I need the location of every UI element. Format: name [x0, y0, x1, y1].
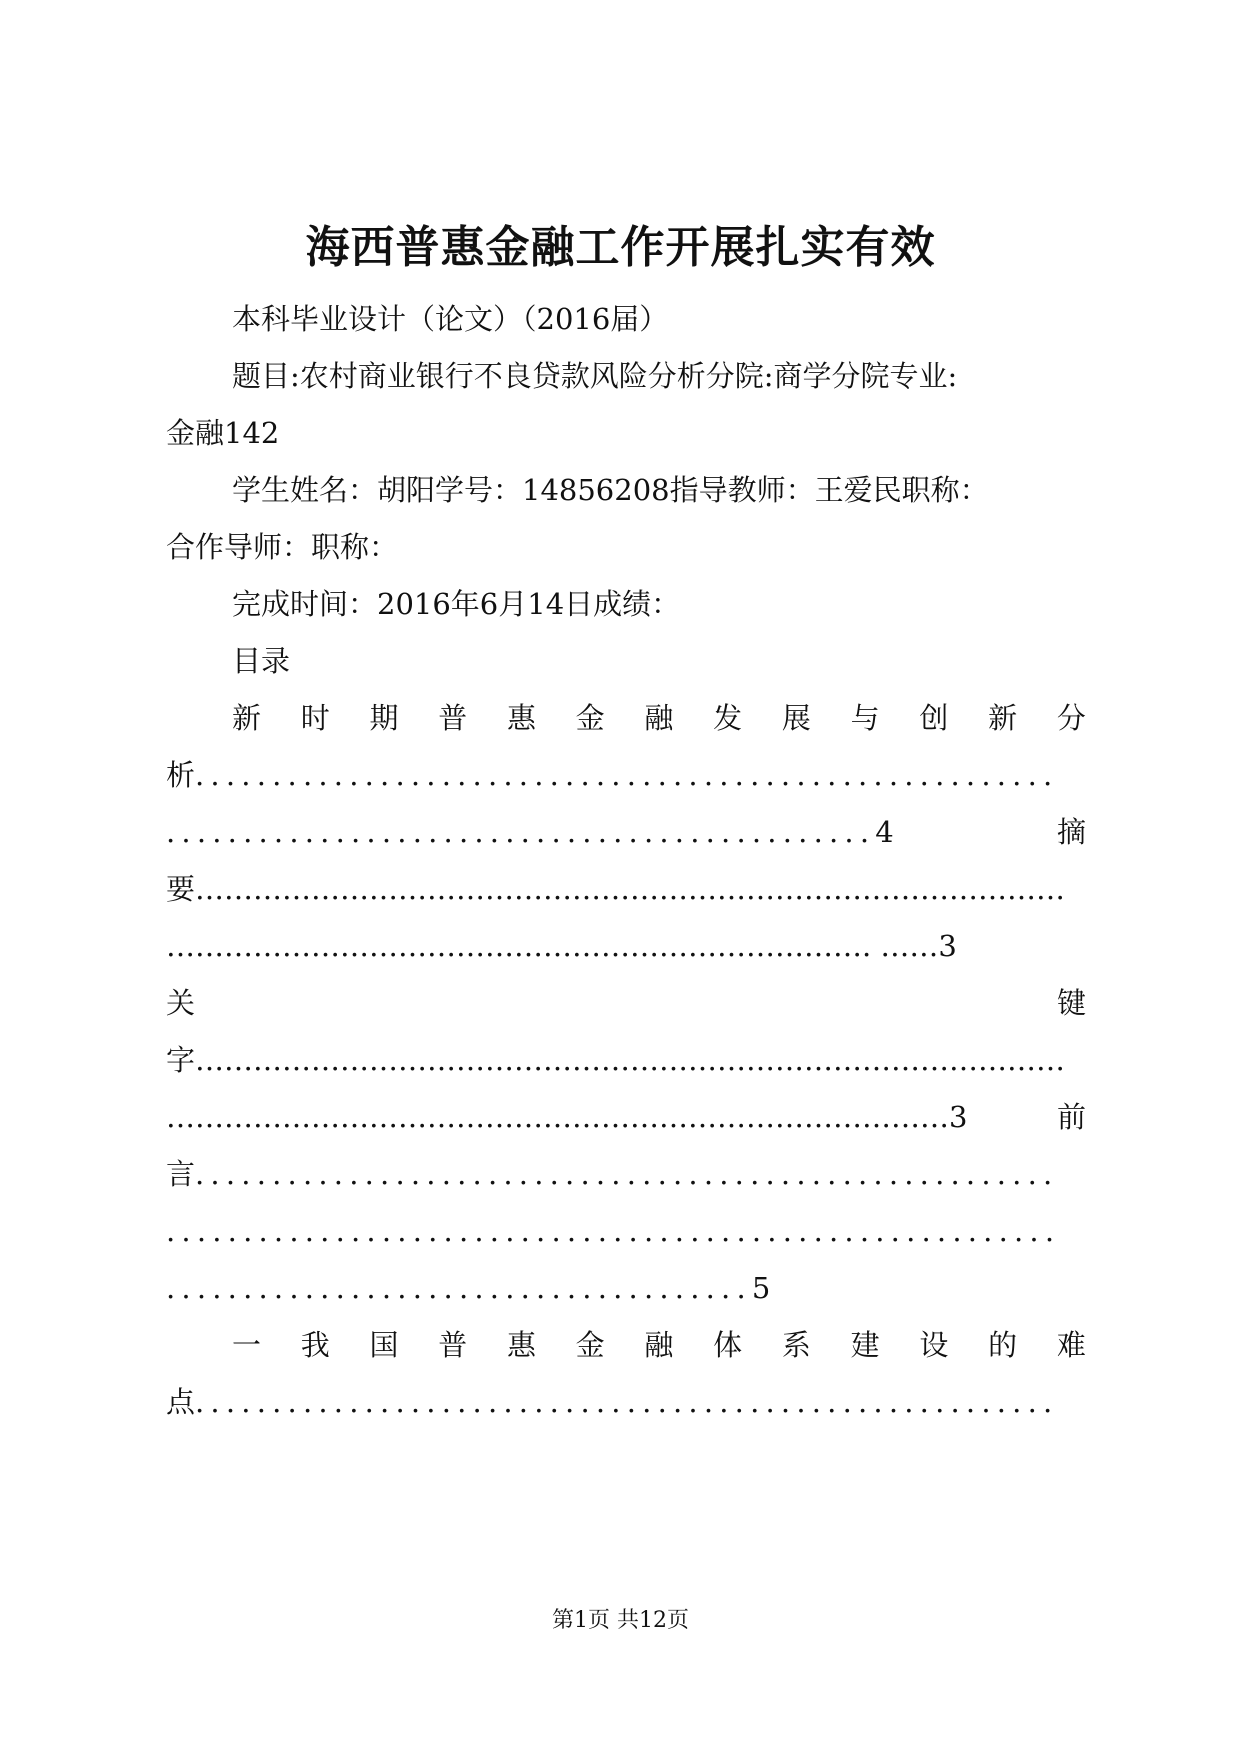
student-line: 学生姓名：胡阳学号：14856208指导教师：王爱民职称：: [232, 473, 989, 507]
document-title: 海西普惠金融工作开展扎实有效: [305, 222, 936, 273]
toc-heading: 目录: [232, 644, 291, 678]
toc-entry-1-page: ..............................................4 摘: [166, 815, 1086, 849]
major-line: 金融142: [166, 416, 280, 450]
toc-entry-preface: 言........................................................: [166, 1157, 1059, 1191]
toc-entry-5-leader: 点........................................................: [166, 1385, 1059, 1419]
completion-line: 完成时间：2016年6月14日成绩：: [232, 587, 681, 621]
toc-entry-keywords-page: ………………………………………………………………………3 前: [166, 1100, 1086, 1134]
toc-entry-preface-page: ......................................5: [166, 1271, 777, 1305]
toc-entry-5-heading: 一 我 国 普 惠 金 融 体 系 建 设 的 难: [232, 1328, 1086, 1362]
toc-entry-abstract: 要………………………………………………………………………………: [166, 872, 1066, 906]
topic-line: 题目:农村商业银行不良贷款风险分析分院:商学分院专业:: [232, 359, 958, 393]
degree-line: 本科毕业设计（论文）（2016届）: [232, 302, 669, 336]
toc-entry-1-heading: 新 时 期 普 惠 金 融 发 展 与 创 新 分: [232, 701, 1086, 735]
toc-entry-keywords-leader: 字………………………………………………………………………………: [166, 1043, 1066, 1077]
advisor-line: 合作导师：职称：: [166, 530, 399, 564]
toc-entry-abstract-page: ………………………………………………………………. ……3: [166, 929, 957, 963]
page-footer: 第1页 共12页: [552, 1608, 689, 1633]
toc-entry-preface-leader: ..........................................................: [166, 1214, 1061, 1248]
toc-entry-keywords: 关 键: [166, 986, 1086, 1020]
toc-entry-1-leader: 析........................................................: [166, 758, 1059, 792]
